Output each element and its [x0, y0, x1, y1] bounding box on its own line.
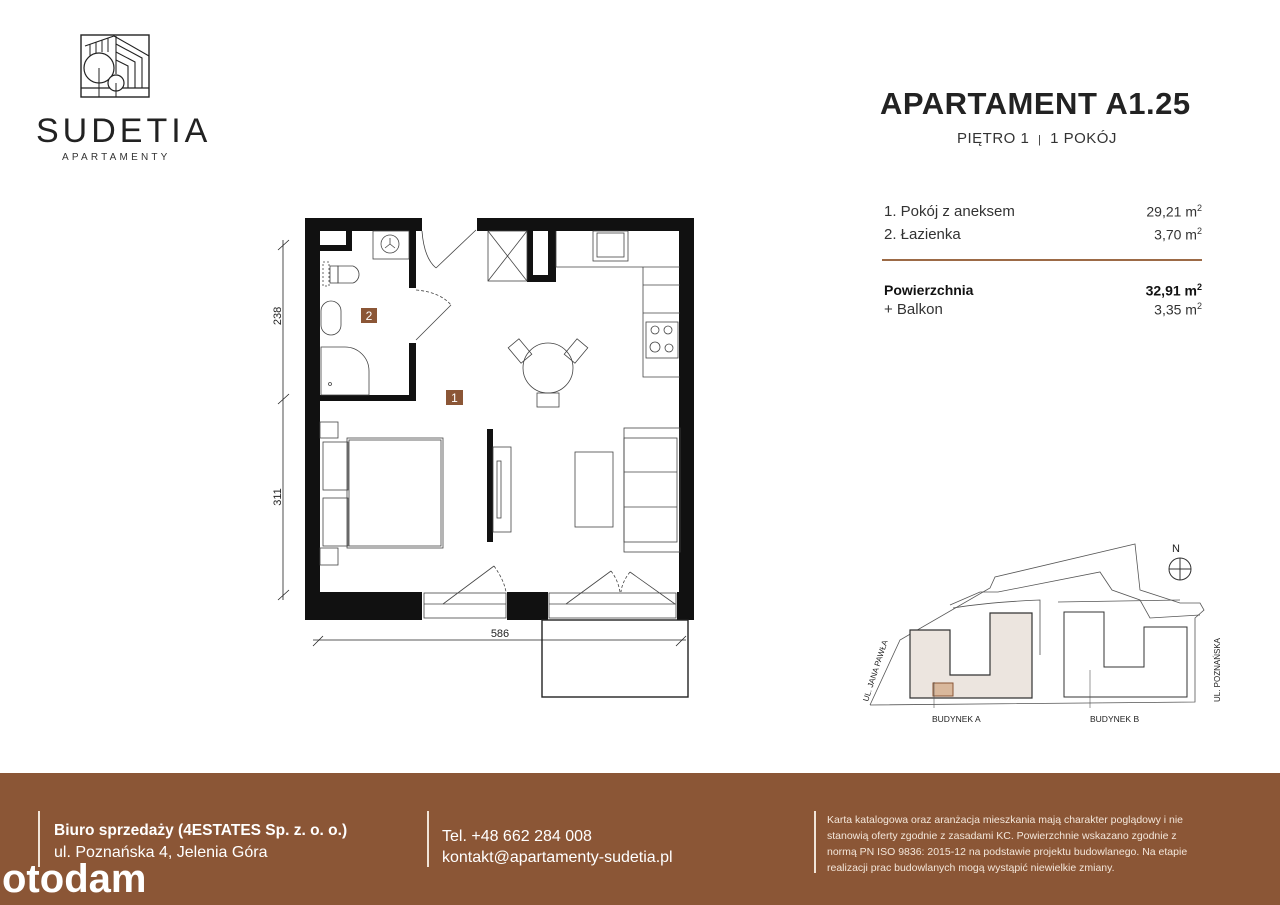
total-label: Powierzchnia	[884, 282, 974, 298]
floor-label: PIĘTRO 1	[957, 130, 1030, 147]
rooms-label: 1 POKÓJ	[1050, 130, 1117, 147]
divider	[427, 811, 429, 867]
balcony-row	[884, 301, 1202, 318]
north-label: N	[1172, 543, 1180, 555]
phone[interactable]: Tel. +48 662 284 008	[442, 828, 592, 845]
email-link[interactable]: kontakt@apartamenty-sudetia.pl	[442, 849, 673, 866]
brand-name: SUDETIA	[36, 112, 212, 150]
balcony-label: + Balkon	[884, 301, 943, 318]
sales-office: Biuro sprzedaży (4ESTATES Sp. z. o. o.)	[54, 822, 348, 839]
divider	[814, 811, 816, 873]
walls	[305, 218, 694, 620]
otodam-watermark: otodam	[2, 857, 147, 901]
apartment-title: APARTAMENT A1.25	[880, 86, 1191, 121]
room-label-1: 1	[451, 391, 458, 405]
balcony-value: 3,35 $m^2$	[1154, 301, 1202, 318]
area-label: 2. Łazienka	[884, 226, 961, 243]
area-label: 1. Pokój z aneksem	[884, 203, 1015, 220]
total-area-row	[884, 282, 1202, 299]
area-row	[884, 226, 1202, 243]
separator: |	[1038, 134, 1042, 146]
dimension-left-bottom: 311	[272, 488, 284, 506]
building-b-label: BUDYNEK B	[1090, 714, 1140, 724]
apartment-location	[933, 683, 953, 696]
divider	[882, 259, 1202, 261]
area-row	[884, 203, 1202, 220]
floor-plan	[0, 0, 760, 720]
street-right: UL. POZNAŃSKA	[1213, 637, 1222, 702]
dimension-left-top: 238	[272, 306, 284, 326]
dimension-bottom: 586	[490, 628, 510, 640]
room-label-2: 2	[365, 309, 373, 323]
area-value: 3,70 $m^2$	[1154, 226, 1202, 243]
total-value: 32,91 $m^2$	[1145, 282, 1202, 299]
building-a-label: BUDYNEK A	[932, 714, 981, 724]
site-plan	[850, 530, 1230, 730]
apartment-subtitle	[957, 130, 1117, 147]
disclaimer: Karta katalogowa oraz aranżacja mieszkania mają charakter poglądowy i nie stanowią oferty zgodnie z zasadami KC. Powierzchnie wskazano zgodnie z normą PN ISO 9836: 2015-12 na podstawie projektu budowlanego. Na etapie realizacji prac budowlanych mogą wystąpić niewielkie zmiany.	[827, 814, 1188, 874]
area-value: 29,21 $m^2$	[1146, 203, 1202, 220]
street-left: UL. JANA PAWŁA	[861, 638, 890, 703]
brand-subtitle: APARTAMENTY	[62, 152, 171, 163]
office-address: ul. Poznańska 4, Jelenia Góra	[54, 844, 268, 861]
